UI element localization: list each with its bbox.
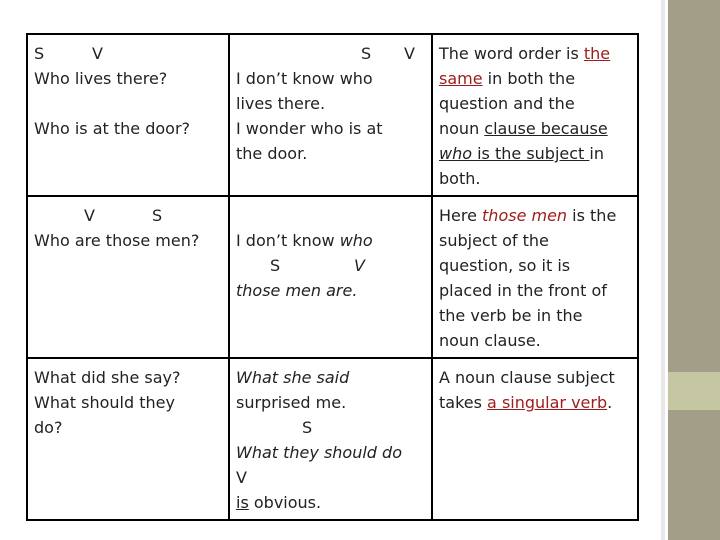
sv-labels: S V xyxy=(270,256,365,275)
cell-explanation: Here those men is the subject of the question, so it is placed in the front of the verb be in the noun clause. xyxy=(432,196,638,358)
cell-question: What did she say? What should they do? xyxy=(27,358,229,520)
sv-labels: S V xyxy=(34,44,103,63)
question-text: Who is at the door? xyxy=(34,119,191,138)
table-row xyxy=(27,196,638,358)
cell-explanation: The word order is the same in both the question and the noun clause because who is the subject in both. xyxy=(432,34,638,196)
table-row xyxy=(27,358,638,520)
cell-question xyxy=(27,34,229,196)
table-row xyxy=(27,34,638,196)
cell-question xyxy=(27,196,229,358)
cell-noun-clause: What she said surprised me. S What they should do V is obvious. xyxy=(229,358,432,520)
grammar-table xyxy=(26,33,639,521)
sidebar-accent xyxy=(668,372,720,410)
sv-labels: V S xyxy=(84,206,163,225)
cell-noun-clause: S V I don’t know who lives there. I wonder who is at the door. xyxy=(229,34,432,196)
s-label: S xyxy=(302,418,313,437)
sidebar-bar xyxy=(668,0,720,540)
sidebar-divider xyxy=(661,0,665,540)
cell-noun-clause: I don’t know who S V those men are. xyxy=(229,196,432,358)
question-text: Who are those men? xyxy=(34,231,200,250)
sv-labels: S V xyxy=(361,44,415,63)
v-label: V xyxy=(236,468,247,487)
cell-explanation: A noun clause subject takes a singular verb. xyxy=(432,358,638,520)
question-text: Who lives there? xyxy=(34,69,168,88)
